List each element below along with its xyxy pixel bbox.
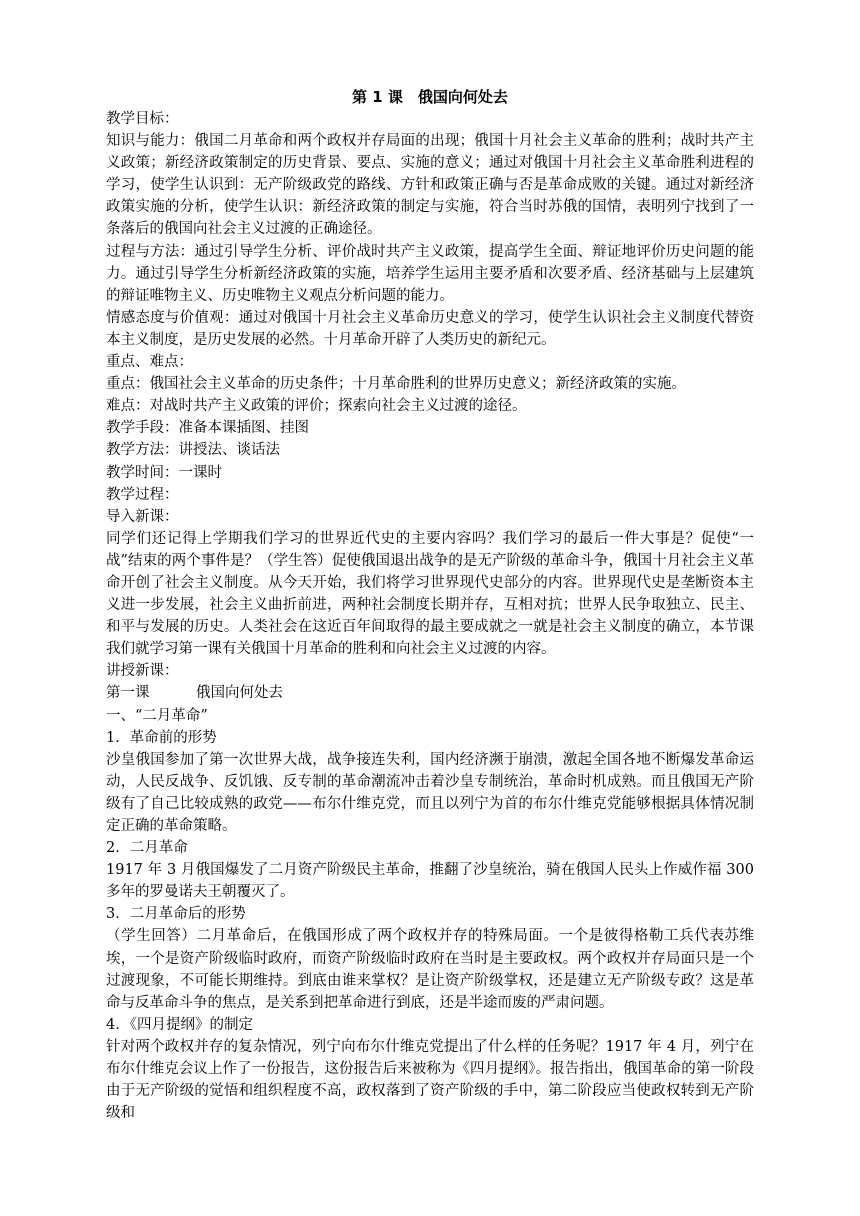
paragraph: 教学过程： — [106, 486, 179, 503]
paragraph: 教学目标： — [106, 111, 179, 127]
subsection-heading: 2．二月革命 — [106, 840, 188, 857]
lesson-number: 第一课 — [106, 685, 150, 702]
paragraph: 针对两个政权并存的复杂情况，列宁向布尔什维克党提出了什么样的任务呢？1917 年 4 月，列宁在布尔什维克会议上作了一份报告，这份报告后来被称为《四月提纲》。报告指出，俄国革命的第一阶段由于无产阶级的觉悟和组织程度不高，政权落到了资产阶级的手中，第二阶段应当使政权转到无产阶级和 — [106, 1038, 754, 1122]
paragraph: 讲授新课： — [106, 663, 179, 680]
paragraph: 教学方法：讲授法、谈话法 — [106, 442, 280, 459]
subsection-heading: 1．革命前的形势 — [106, 729, 217, 746]
subsection-heading: 3．二月革命后的形势 — [106, 906, 246, 923]
paragraph: 教学时间：一课时 — [106, 464, 222, 481]
paragraph: 知识与能力：俄国二月革命和两个政权并存局面的出现；俄国十月社会主义革命的胜利；战时共产主义政策；新经济政策制定的历史背景、要点、实施的意义；通过对俄国十月社会主义革命胜利进程的学习，使学生认识到：无产阶级政党的路线、方针和政策正确与否是革命成败的关键。通过对新经济政策实施的分析，使学生认识：新经济政策的制定与实施，符合当时苏俄的国情，表明列宁找到了一条落后的俄国向社会主义过渡的正确途径。 — [106, 133, 754, 238]
paragraph: 难点：对战时共产主义政策的评价；探索向社会主义过渡的途径。 — [106, 398, 527, 415]
paragraph: 重点、难点： — [106, 354, 193, 371]
paragraph: 重点：俄国社会主义革命的历史条件；十月革命胜利的世界历史意义；新经济政策的实施。 — [106, 376, 686, 393]
paragraph: 情感态度与价值观：通过对俄国十月社会主义革命历史意义的学习，使学生认识社会主义制度代替资本主义制度，是历史发展的必然。十月革命开辟了人类历史的新纪元。 — [106, 309, 754, 348]
paragraph: 1917 年 3 月俄国爆发了二月资产阶级民主革命，推翻了沙皇统治，骑在俄国人民头上作威作福 300 多年的罗曼诺夫王朝覆灭了。 — [106, 862, 754, 901]
subsection-heading: 4．《四月提纲》的制定 — [106, 1016, 253, 1033]
lesson-heading — [106, 682, 754, 704]
paragraph: 沙皇俄国参加了第一次世界大战，战争接连失利，国内经济濒于崩溃，激起全国各地不断爆发革命运动，人民反战争、反饥饿、反专制的革命潮流冲击着沙皇专制统治，革命时机成熟。而且俄国无产阶级有了自己比较成熟的政党——布尔什维克党，而且以列宁为首的布尔什维克党能够根据具体情况制定正确的革命策略。 — [106, 751, 754, 834]
document-body — [106, 86, 754, 1124]
paragraph: 教学手段：准备本课插图、挂图 — [106, 420, 309, 437]
section-heading: 一、“二月革命” — [106, 707, 208, 724]
paragraph: 同学们还记得上学期我们学习的世界近代史的主要内容吗？我们学习的最后一件大事是？促使“一战”结束的两个事件是？（学生答）促使俄国退出战争的是无产阶级的革命斗争，俄国十月社会主义革命开创了社会主义制度。从今天开始，我们将学习世界现代史部分的内容。世界现代史是垄断资本主义进一步发展，社会主义曲折前进，两种社会制度长期并存，互相对抗；世界人民争取独立、民主、和平与发展的历史。人类社会在这近百年间取得的最主要成就之一就是社会主义制度的确立，本节课我们就学习第一课有关俄国十月革命的胜利和向社会主义过渡的内容。 — [106, 530, 754, 658]
paragraph: 导入新课： — [106, 508, 179, 525]
paragraph: （学生回答）二月革命后，在俄国形成了两个政权并存的特殊局面。一个是彼得格勒工兵代表苏维埃，一个是资产阶级临时政府，而资产阶级临时政府在当时是主要政权。两个政权并存局面只是一个过渡现象，不可能长期维持。到底由谁来掌权？是让资产阶级掌权，还是建立无产阶级专政？这是革命与反革命斗争的焦点，是关系到把革命进行到底，还是半途而废的严肃问题。 — [106, 928, 754, 1011]
paragraph: 过程与方法：通过引导学生分析、评价战时共产主义政策，提高学生全面、辩证地评价历史问题的能力。通过引导学生分析新经济政策的实施，培养学生运用主要矛盾和次要矛盾、经济基础与上层建筑的辩证唯物主义、历史唯物主义观点分析问题的能力。 — [106, 243, 754, 304]
lesson-name: 俄国向何处去 — [196, 685, 283, 702]
document-title: 第 1 课 俄国向何处去 — [352, 88, 508, 106]
